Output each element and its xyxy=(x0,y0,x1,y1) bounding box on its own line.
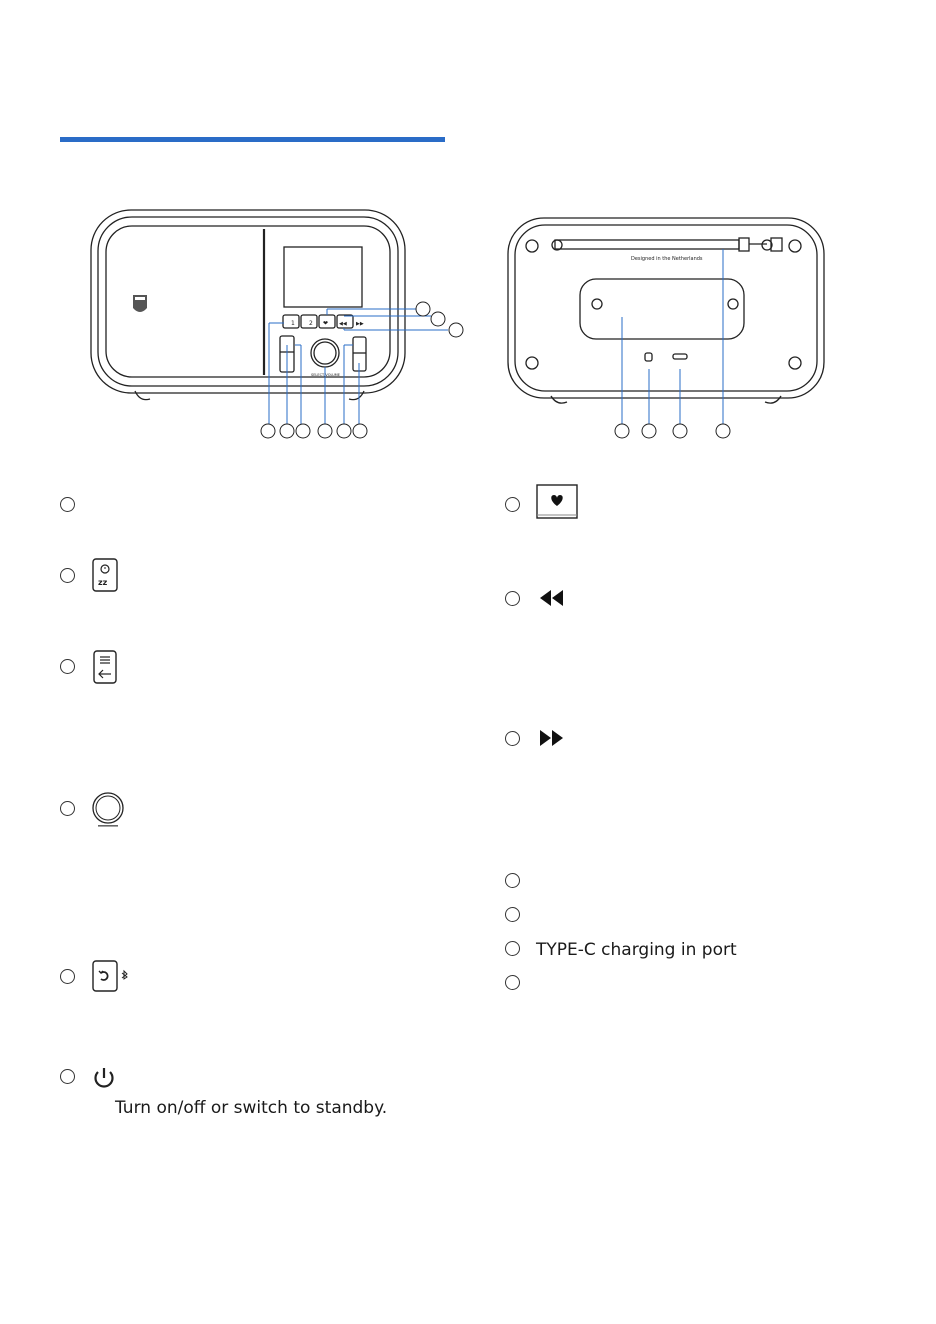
item-number-circle xyxy=(60,568,75,583)
preset-1-label: 1 xyxy=(291,320,295,327)
item-number-circle xyxy=(505,497,520,512)
power-description: Turn on/off or switch to standby. xyxy=(115,1098,388,1118)
svg-text:zz: zz xyxy=(98,578,108,587)
preset-2-label: 2 xyxy=(309,320,313,327)
item-number-circle xyxy=(505,591,520,606)
item-number-circle xyxy=(505,941,520,956)
item-number-circle xyxy=(60,801,75,816)
item-number-circle xyxy=(60,659,75,674)
radio-back-illustration xyxy=(505,205,835,445)
back-label: Designed in the Netherlands xyxy=(631,256,703,262)
source-bluetooth-icon xyxy=(92,960,132,994)
item-number-circle xyxy=(60,1069,75,1084)
radio-front-illustration xyxy=(88,205,468,445)
power-icon xyxy=(92,1066,116,1090)
menu-back-icon xyxy=(93,650,117,684)
rewind-key-symbol: ◀◀ xyxy=(339,321,347,327)
select-volume-knob-icon xyxy=(89,791,127,829)
item-number-circle xyxy=(505,873,520,888)
forward-key-symbol: ▶▶ xyxy=(356,321,364,327)
item-number-circle xyxy=(60,969,75,984)
type-c-description: TYPE-C charging in port xyxy=(536,940,737,960)
item-number-circle xyxy=(505,975,520,990)
section-title-rule xyxy=(60,137,445,142)
heart-icon xyxy=(536,484,578,520)
rewind-icon xyxy=(538,588,566,608)
alarm-snooze-icon xyxy=(92,558,118,592)
item-number-circle xyxy=(505,731,520,746)
heart-key-symbol: ❤ xyxy=(323,320,329,327)
item-number-circle xyxy=(60,497,75,512)
item-number-circle xyxy=(505,907,520,922)
knob-label: SELECT/VOLUME xyxy=(311,373,341,377)
forward-icon xyxy=(538,728,566,748)
